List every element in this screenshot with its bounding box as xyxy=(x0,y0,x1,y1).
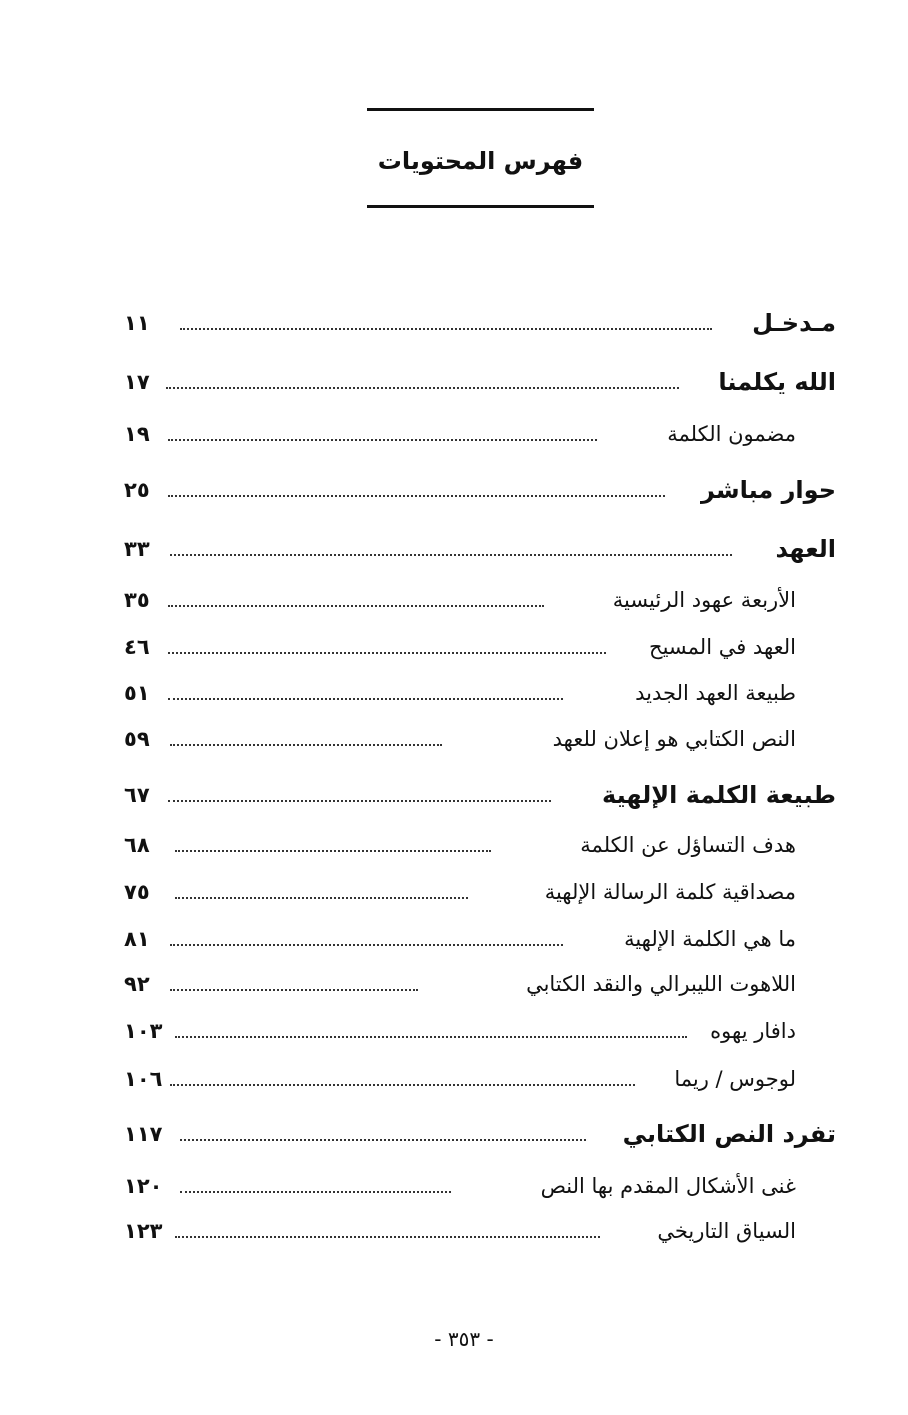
toc-entry-title: هدف التساؤل عن الكلمة xyxy=(580,833,796,857)
toc-entry-title: حوار مباشر xyxy=(701,476,836,504)
toc-entry[interactable] xyxy=(0,968,908,1000)
toc-entry[interactable] xyxy=(0,1118,908,1150)
dot-leader xyxy=(170,989,418,991)
toc-entry[interactable] xyxy=(0,677,908,709)
toc-entry-page: ١١ xyxy=(124,311,150,335)
toc-entry[interactable] xyxy=(0,923,908,955)
toc-entry-page: ٤٦ xyxy=(124,635,150,659)
toc-entry[interactable] xyxy=(0,876,908,908)
toc-entry-page: ٨١ xyxy=(124,927,150,951)
toc-entry-page: ٥٩ xyxy=(124,727,150,751)
toc-entry-title: السياق التاريخي xyxy=(657,1219,796,1243)
toc-entry-page: ١١٧ xyxy=(124,1122,163,1146)
toc-entry-title: العهد في المسيح xyxy=(649,635,796,659)
toc-entry-page: ٩٢ xyxy=(124,972,150,996)
dot-leader xyxy=(168,698,563,700)
dot-leader xyxy=(170,1084,635,1086)
toc-entry-page: ١٠٦ xyxy=(124,1067,163,1091)
toc-entry-title: دافار يهوه xyxy=(710,1019,796,1043)
dot-leader xyxy=(168,652,606,654)
toc-entry-title: النص الكتابي هو إعلان للعهد xyxy=(552,727,796,751)
page-title: فهرس المحتويات xyxy=(377,147,584,175)
toc-entry-page: ١٩ xyxy=(124,422,150,446)
toc-entry[interactable] xyxy=(0,366,908,398)
toc-entry-title: لوجوس / ريما xyxy=(674,1067,796,1091)
dot-leader xyxy=(180,328,712,330)
dot-leader xyxy=(175,1036,687,1038)
toc-entry[interactable] xyxy=(0,1215,908,1247)
dot-leader xyxy=(168,495,665,497)
toc-entry[interactable] xyxy=(0,584,908,616)
toc-entry-page: ١٧ xyxy=(124,370,150,394)
toc-entry-page: ٢٥ xyxy=(124,478,150,502)
toc-entry-title: الله يكلمنا xyxy=(718,368,836,396)
toc-entry-title: طبيعة العهد الجديد xyxy=(635,681,796,705)
dot-leader xyxy=(170,554,732,556)
dot-leader xyxy=(170,944,563,946)
dot-leader xyxy=(166,387,679,389)
toc-entry[interactable] xyxy=(0,1015,908,1047)
toc-entry[interactable] xyxy=(0,829,908,861)
toc-entry[interactable] xyxy=(0,779,908,811)
dot-leader xyxy=(180,1139,586,1141)
toc-entry-title: ما هي الكلمة الإلهية xyxy=(624,927,796,951)
dot-leader xyxy=(168,800,551,802)
dot-leader xyxy=(168,605,544,607)
toc-entry[interactable] xyxy=(0,307,908,339)
toc-entry[interactable] xyxy=(0,533,908,565)
toc-entry-page: ١٢٠ xyxy=(124,1174,163,1198)
toc-entry-title: اللاهوت الليبرالي والنقد الكتابي xyxy=(526,972,796,996)
toc-entry-page: ٦٧ xyxy=(124,783,150,807)
toc-entry-page: ٧٥ xyxy=(124,880,150,904)
toc-entry[interactable] xyxy=(0,1170,908,1202)
page-number: - ٣٥٣ - xyxy=(434,1327,494,1351)
toc-entry-page: ٥١ xyxy=(124,681,150,705)
toc-entry-page: ١٠٣ xyxy=(124,1019,163,1043)
toc-entry-page: ١٢٣ xyxy=(124,1219,163,1243)
toc-entry-title: العهد xyxy=(775,535,836,563)
toc-entry[interactable] xyxy=(0,631,908,663)
toc-entry-title: تفرد النص الكتابي xyxy=(622,1120,836,1148)
toc-entry[interactable] xyxy=(0,474,908,506)
dot-leader xyxy=(175,1236,600,1238)
toc-entry-title: مضمون الكلمة xyxy=(667,422,796,446)
dot-leader xyxy=(175,897,468,899)
toc-entry-page: ٦٨ xyxy=(124,833,150,857)
toc-entry[interactable] xyxy=(0,418,908,450)
toc-entry-page: ٣٥ xyxy=(124,588,150,612)
dot-leader xyxy=(175,850,491,852)
toc-entry-title: الأربعة عهود الرئيسية xyxy=(612,588,796,612)
toc-entry[interactable] xyxy=(0,1063,908,1095)
toc-entry-title: مصداقية كلمة الرسالة الإلهية xyxy=(544,880,796,904)
dot-leader xyxy=(168,439,597,441)
toc-entry[interactable] xyxy=(0,723,908,755)
toc-entry-title: طبيعة الكلمة الإلهية xyxy=(602,781,836,809)
dot-leader xyxy=(180,1191,451,1193)
toc-entry-page: ٣٣ xyxy=(124,537,150,561)
toc-entry-title: مـدخـل xyxy=(752,309,836,337)
dot-leader xyxy=(170,744,442,746)
toc-entry-title: غنى الأشكال المقدم بها النص xyxy=(540,1174,796,1198)
